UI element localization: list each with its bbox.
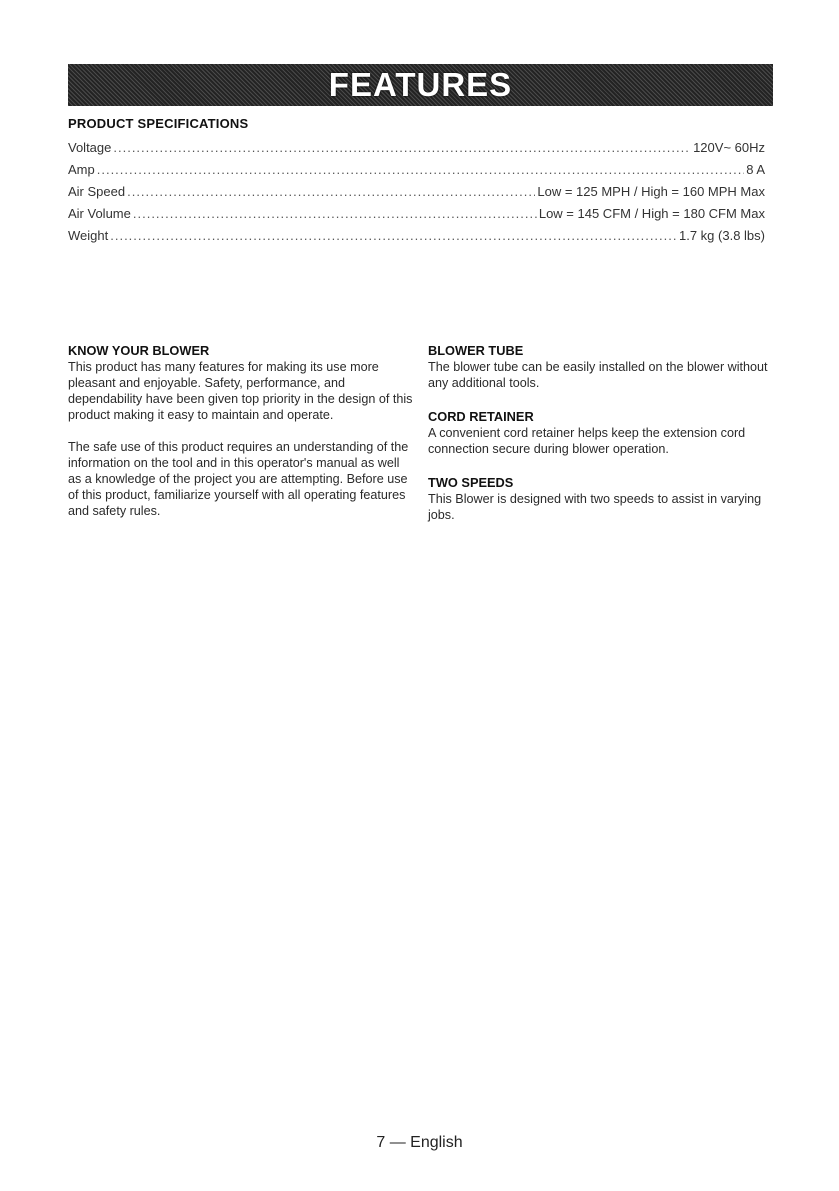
cord-retainer-section (428, 409, 773, 457)
spec-label: Weight (68, 228, 109, 243)
feature-sections (428, 343, 773, 523)
leader-dots (113, 140, 691, 155)
specs-heading: PRODUCT SPECIFICATIONS (68, 116, 249, 131)
specs-list (68, 140, 765, 250)
leader-dots (133, 206, 537, 221)
spec-value: Low = 125 MPH / High = 160 MPH Max (537, 184, 765, 199)
spec-row-amp (68, 162, 765, 184)
leader-dots (110, 228, 677, 243)
section-paragraph: This Blower is designed with two speeds to assist in varying jobs. (428, 492, 762, 522)
spec-row-air-speed (68, 184, 765, 206)
section-heading: KNOW YOUR BLOWER (68, 343, 210, 358)
spec-value: 1.7 kg (3.8 lbs) (679, 228, 765, 243)
leader-dots (127, 184, 535, 199)
two-speeds-section (428, 475, 773, 523)
spec-row-air-volume (68, 206, 765, 228)
section-paragraph: The safe use of this product requires an understanding of the information on the tool and in this operator's manual as well as a knowledge of the project you are attempting. Before use of this product, familiarize yourself with all operating features and safety rules. (68, 440, 409, 518)
spec-value: 120V~ 60Hz (693, 140, 765, 155)
know-your-blower-section (68, 343, 413, 519)
spec-row-voltage (68, 140, 765, 162)
spec-row-weight (68, 228, 765, 250)
section-heading: CORD RETAINER (428, 409, 534, 424)
features-banner (68, 64, 773, 106)
spec-label: Voltage (68, 140, 112, 155)
section-paragraph: A convenient cord retainer helps keep the extension cord connection secure during blower operation. (428, 426, 746, 456)
section-heading: BLOWER TUBE (428, 343, 524, 358)
leader-dots (97, 162, 744, 177)
spec-label: Air Volume (68, 206, 131, 221)
section-heading: TWO SPEEDS (428, 475, 514, 490)
blower-tube-section (428, 343, 773, 391)
section-paragraph: This product has many features for making its use more pleasant and enjoyable. Safety, performance, and dependability have been given top priority in the design of this product making it easy to maintain and operate. (68, 360, 413, 422)
spec-value: Low = 145 CFM / High = 180 CFM Max (538, 206, 765, 221)
section-paragraph: The blower tube can be easily installed on the blower without any additional tools. (428, 360, 768, 390)
spec-label: Amp (68, 162, 95, 177)
page-footer: 7 — English (376, 1134, 463, 1151)
spec-label: Air Speed (68, 184, 126, 199)
banner-title: FEATURES (328, 66, 513, 103)
spec-value: 8 A (746, 162, 765, 177)
